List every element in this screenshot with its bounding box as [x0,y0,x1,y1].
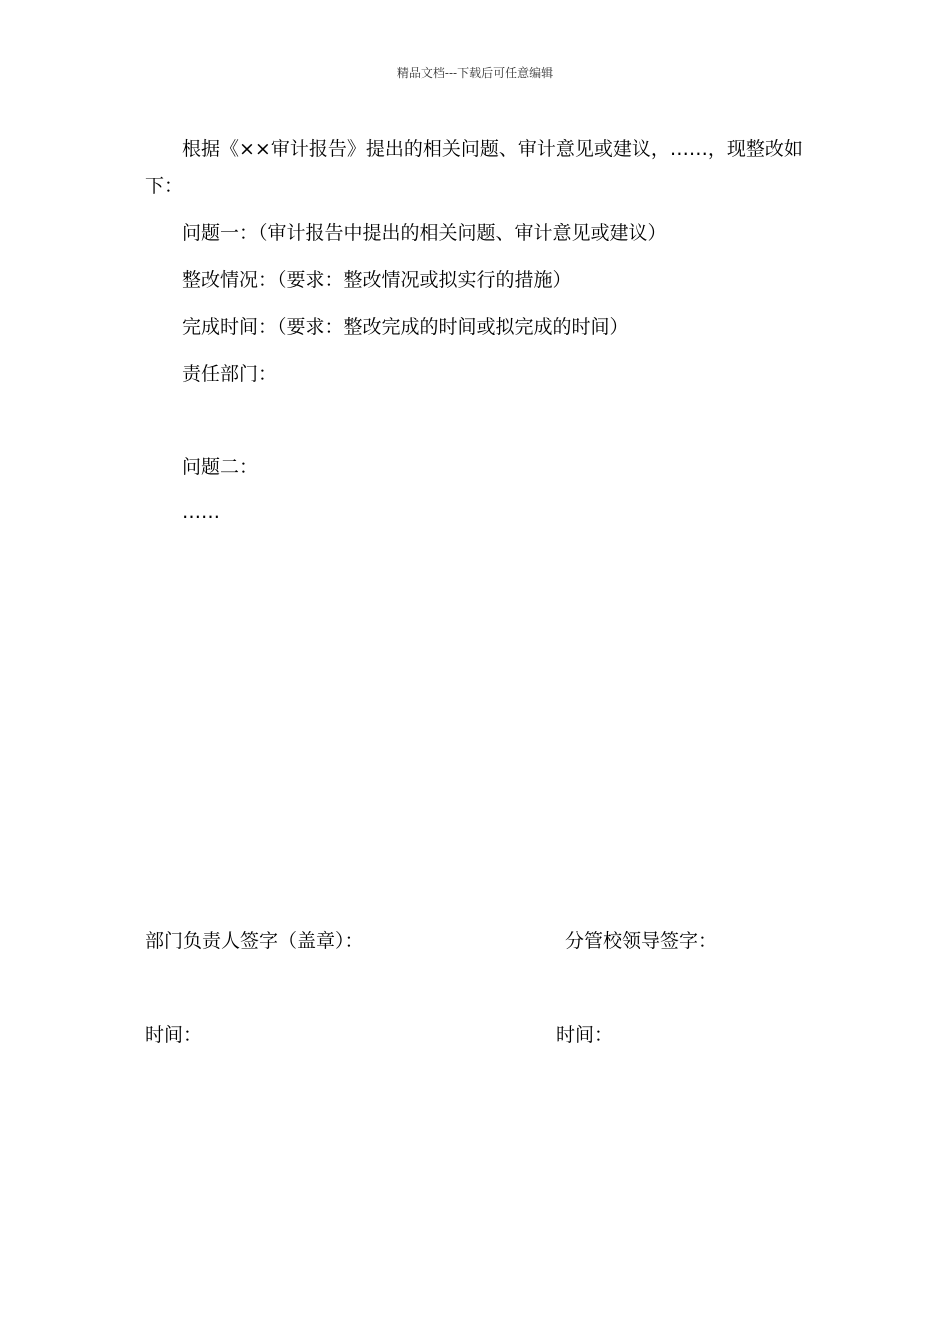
dept-head-signature-label: 部门负责人签字（盖章）： [145,930,364,952]
issue-one: 问题一：（审计报告中提出的相关问题、审计意见或建议） [182,222,667,244]
page-header: 精品文档---下载后可任意编辑 [396,66,554,80]
issue-two: 问题二： [182,456,259,478]
responsible-department: 责任部门： [182,363,278,385]
ellipsis-continuation: …… [182,501,220,523]
leader-signature-label: 分管校领导签字： [565,930,718,952]
completion-time: 完成时间：（要求：整改完成的时间或拟完成的时间） [182,316,629,338]
time-label-left: 时间： [145,1024,203,1046]
rectification-status: 整改情况：（要求：整改情况或拟实行的措施） [182,269,572,291]
time-label-right: 时间： [556,1024,614,1046]
intro-paragraph: 根据《××审计报告》提出的相关问题、审计意见或建议，……，现整改如下： [145,138,803,197]
